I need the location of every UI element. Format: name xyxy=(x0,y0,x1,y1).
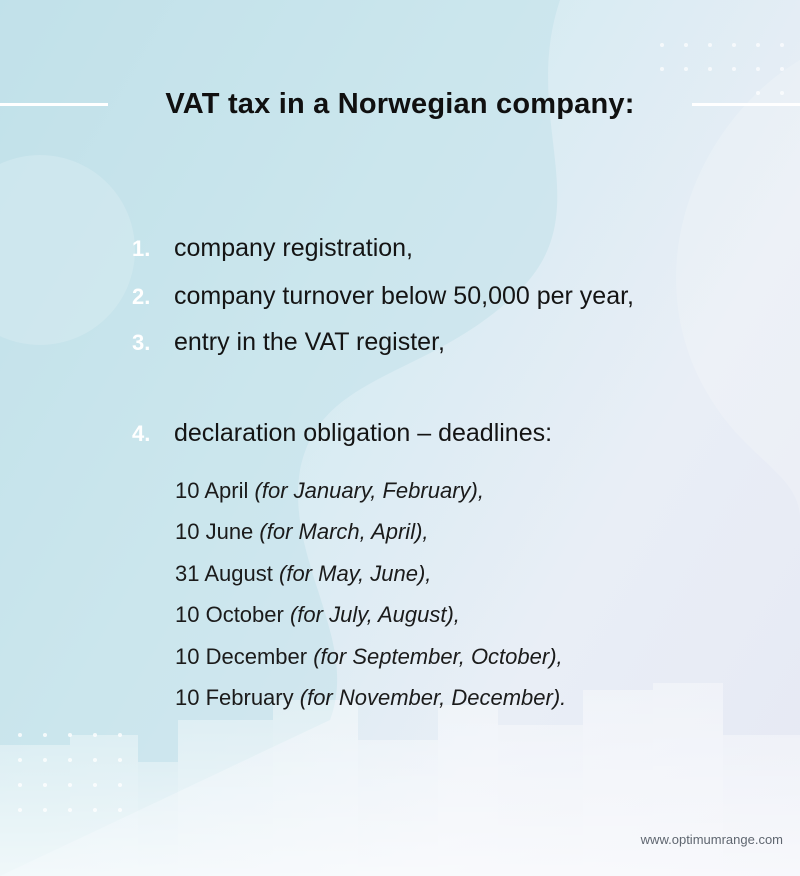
list-number: 3. xyxy=(132,330,151,355)
deadline-date: 10 December xyxy=(175,644,308,669)
deadline-date: 31 August xyxy=(175,561,273,586)
deadline-date: 10 June xyxy=(175,519,254,544)
deadline-period: (for May, June), xyxy=(279,561,432,586)
deadline-date: 10 February xyxy=(175,685,294,710)
deadline-date: 10 October xyxy=(175,602,284,627)
list-number: 2. xyxy=(132,284,151,309)
deadline-item xyxy=(175,685,566,711)
list-item-2 xyxy=(132,282,634,316)
list-number: 4. xyxy=(132,421,151,446)
deadline-item xyxy=(175,644,563,670)
deadline-period: (for July, August), xyxy=(289,602,460,627)
deadline-item xyxy=(175,519,429,545)
deadline-period: (for September, October), xyxy=(313,644,563,669)
list-item-3 xyxy=(132,328,445,362)
background-wave-shape-right xyxy=(676,60,800,520)
deadline-item xyxy=(175,478,484,504)
list-item-4 xyxy=(132,419,552,453)
list-text: company turnover below 50,000 per year, xyxy=(174,282,634,310)
list-item-1 xyxy=(132,234,413,268)
deadline-period: (for March, April), xyxy=(259,519,429,544)
page-title: VAT tax in a Norwegian company: xyxy=(165,88,635,120)
deadline-period: (for November, December). xyxy=(299,685,567,710)
list-number: 1. xyxy=(132,236,151,261)
list-text: company registration, xyxy=(174,234,414,262)
list-text: declaration obligation – deadlines: xyxy=(174,419,553,447)
deadline-item xyxy=(175,602,460,628)
website-url: www.optimumrange.com xyxy=(640,832,783,847)
deadline-item xyxy=(175,561,431,587)
deadline-date: 10 April xyxy=(175,478,249,503)
deadline-period: (for January, February), xyxy=(254,478,484,503)
list-text: entry in the VAT register, xyxy=(174,328,445,356)
